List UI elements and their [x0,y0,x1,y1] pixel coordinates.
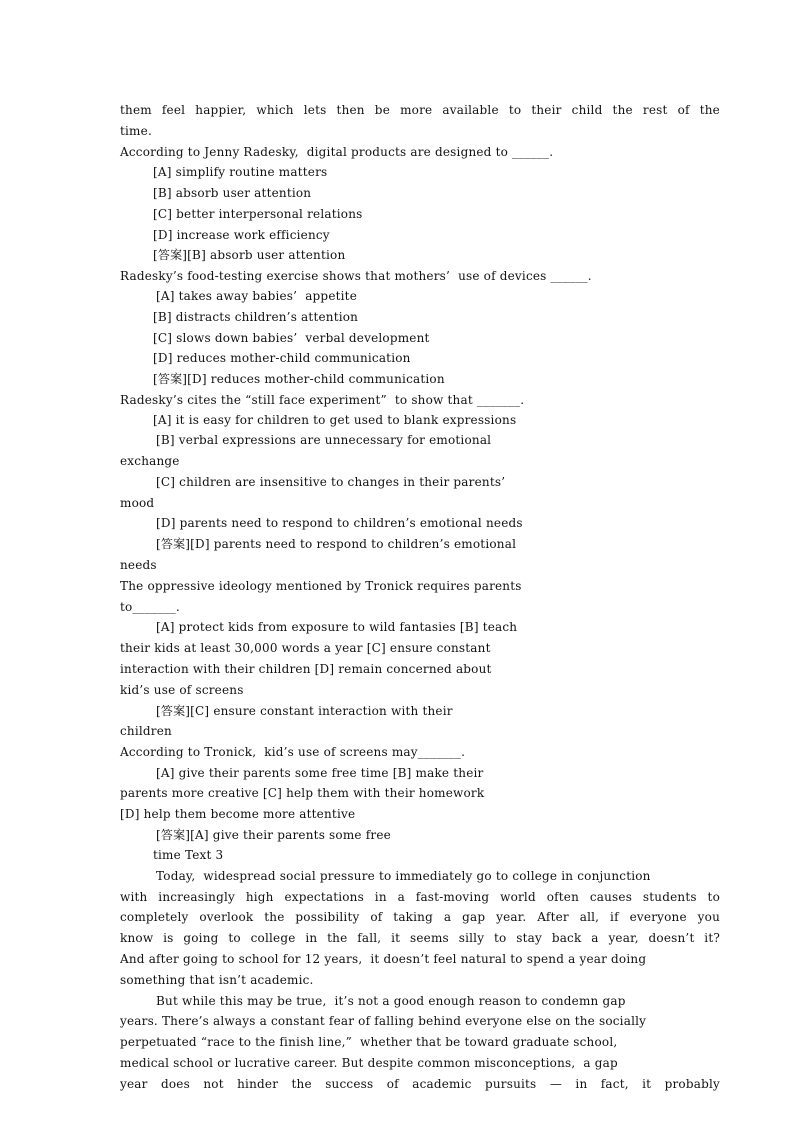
option-c: [C] children are insensitive to changes in their parents’ [156,475,506,489]
answer-line: [答案][B] absorb user attention [153,248,346,262]
answer-line: [答案][A] give their parents some free [156,828,391,842]
text-line: needs [120,558,157,572]
paragraph-line: But while this may be true, it’s not a good enough reason to condemn gap [156,994,626,1008]
option-b: [B] verbal expressions are unnecessary for emotional [156,433,492,447]
text-line: to_______. [120,600,180,614]
paragraph-line: year does not hinder the success of academic pursuits — in fact, it probably [120,1077,720,1091]
options-line: interaction with their children [D] remain concerned about [120,662,492,676]
question-stem: According to Tronick, kid’s use of screens may_______. [120,745,466,759]
options-line: [A] protect kids from exposure to wild fantasies [B] teach [156,620,518,634]
options-line: [D] help them become more attentive [120,807,356,821]
option-c: [C] slows down babies’ verbal development [153,331,430,345]
option-c: [C] better interpersonal relations [153,207,363,221]
paragraph-line: with increasingly high expectations in a fast-moving world often causes students to [120,890,720,904]
question-stem: The oppressive ideology mentioned by Tronick requires parents [120,579,522,593]
option-a: [A] simplify routine matters [153,165,328,179]
question-stem: Radesky’s cites the “still face experiment” to show that _______. [120,393,525,407]
paragraph-line: Today, widespread social pressure to immediately go to college in conjunction [156,869,651,883]
text-line: them feel happier, which lets then be more available to their child the rest of the [120,103,720,117]
option-d: [D] parents need to respond to children’s emotional needs [156,516,523,530]
paragraph-line: completely overlook the possibility of taking a gap year. After all, if everyone you [120,910,720,924]
text-line: children [120,724,172,738]
option-d: [D] increase work efficiency [153,228,330,242]
paragraph-line: something that isn’t academic. [120,973,314,987]
paragraph-line: perpetuated “race to the finish line,” whether that be toward graduate school, [120,1035,618,1049]
text-line: time Text 3 [153,848,224,862]
options-line: their kids at least 30,000 words a year [C] ensure constant [120,641,491,655]
text-line: mood [120,496,155,510]
option-b: [B] distracts children’s attention [153,310,359,324]
answer-line: [答案][D] reduces mother-child communication [153,372,445,386]
answer-line: [答案][C] ensure constant interaction with their [156,704,453,718]
options-line: [A] give their parents some free time [B] make their [156,766,484,780]
option-d: [D] reduces mother-child communication [153,351,411,365]
answer-line: [答案][D] parents need to respond to children’s emotional [156,537,517,551]
option-a: [A] it is easy for children to get used to blank expressions [153,413,517,427]
paragraph-line: medical school or lucrative career. But despite common misconceptions, a gap [120,1056,618,1070]
paragraph-line: know is going to college in the fall, it seems silly to stay back a year, doesn’t it? [120,931,720,945]
text-line: time. [120,124,152,138]
question-stem: Radesky’s food-testing exercise shows that mothers’ use of devices ______. [120,269,592,283]
question-stem: According to Jenny Radesky, digital products are designed to ______. [120,145,554,159]
paragraph-line: And after going to school for 12 years, it doesn’t feel natural to spend a year doing [120,952,647,966]
text-line: exchange [120,454,180,468]
paragraph-line: years. There’s always a constant fear of falling behind everyone else on the socially [120,1014,647,1028]
options-line: parents more creative [C] help them with their homework [120,786,485,800]
option-b: [B] absorb user attention [153,186,312,200]
option-a: [A] takes away babies’ appetite [156,289,358,303]
options-line: kid’s use of screens [120,683,244,697]
